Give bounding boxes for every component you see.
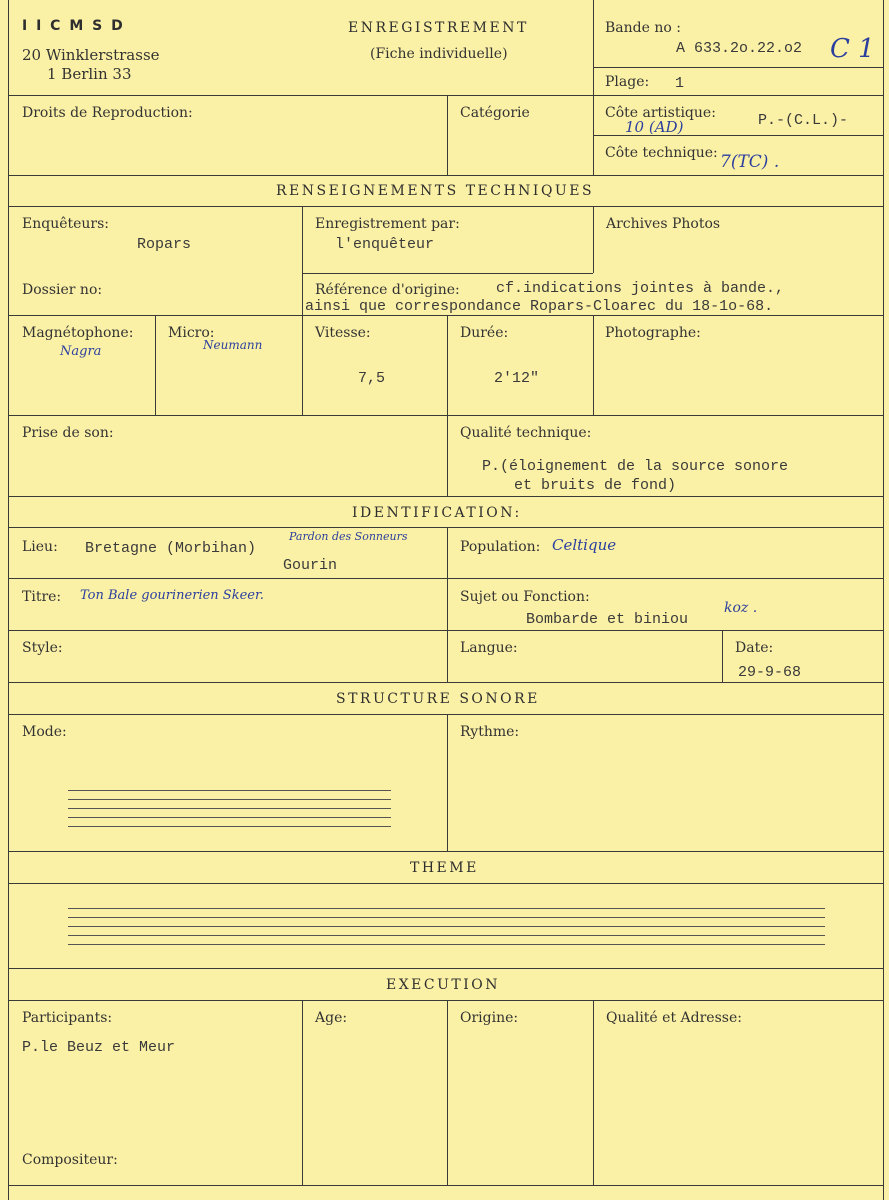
titre-handwritten: Ton Bale gourinerien Skeer. bbox=[80, 588, 264, 603]
sujet-label: Sujet ou Fonction: bbox=[460, 589, 590, 605]
duree-label: Durée: bbox=[460, 325, 509, 341]
address-street: 20 Winklerstrasse bbox=[22, 46, 160, 64]
reference-label: Référence d'origine: bbox=[315, 282, 460, 298]
cote-technique-handwritten: 7(TC) . bbox=[720, 152, 780, 172]
prise-de-son-label: Prise de son: bbox=[22, 425, 114, 441]
enqueteurs-label: Enquêteurs: bbox=[22, 216, 110, 232]
participants-label: Participants: bbox=[22, 1010, 113, 1026]
section-identification: IDENTIFICATION: bbox=[352, 505, 522, 521]
cote-artistique-value: P.-(C.L.)- bbox=[758, 112, 849, 129]
langue-label: Langue: bbox=[460, 640, 518, 656]
dossier-label: Dossier no: bbox=[22, 282, 103, 298]
mode-label: Mode: bbox=[22, 724, 67, 740]
micro-label: Micro: bbox=[168, 325, 215, 341]
lieu-value-2: Gourin bbox=[283, 557, 338, 574]
population-label: Population: bbox=[460, 539, 541, 555]
enregistrement-value: l'enquêteur bbox=[335, 236, 435, 253]
form-subtitle: (Fiche individuelle) bbox=[370, 46, 508, 62]
section-structure-sonore: STRUCTURE SONORE bbox=[336, 691, 540, 707]
cote-artistique-handwritten: 10 (AD) bbox=[625, 118, 684, 136]
photographe-label: Photographe: bbox=[605, 325, 701, 341]
rythme-label: Rythme: bbox=[460, 724, 520, 740]
date-label: Date: bbox=[735, 640, 774, 656]
plage-label: Plage: bbox=[605, 74, 650, 90]
duree-value: 2'12" bbox=[494, 370, 540, 387]
enregistrement-label: Enregistrement par: bbox=[315, 216, 460, 232]
section-execution: EXECUTION bbox=[386, 977, 501, 993]
address-city: 1 Berlin 33 bbox=[47, 65, 132, 83]
titre-label: Titre: bbox=[22, 589, 62, 605]
archives-photos-label: Archives Photos bbox=[606, 216, 721, 232]
lieu-value: Bretagne (Morbihan) bbox=[85, 540, 257, 557]
categorie-label: Catégorie bbox=[460, 105, 530, 121]
reference-line-2: ainsi que correspondance Ropars-Cloarec du 18-1o-68. bbox=[305, 298, 774, 315]
cote-artistique-label: Côte artistique: bbox=[605, 105, 716, 121]
magnetophone-label: Magnétophone: bbox=[22, 325, 134, 341]
enqueteurs-value: Ropars bbox=[137, 236, 192, 253]
sujet-handwritten: koz . bbox=[724, 600, 758, 616]
form-title: ENREGISTREMENT bbox=[348, 20, 529, 36]
vitesse-value: 7,5 bbox=[358, 370, 386, 387]
participants-value: P.le Beuz et Meur bbox=[22, 1039, 176, 1056]
reference-line-1: cf.indications jointes à bande., bbox=[496, 280, 785, 297]
age-label: Age: bbox=[315, 1010, 348, 1026]
vitesse-label: Vitesse: bbox=[315, 325, 371, 341]
plage-value: 1 bbox=[675, 75, 685, 92]
org-name: I I C M S D bbox=[22, 18, 125, 34]
magnetophone-handwritten: Nagra bbox=[60, 344, 102, 359]
qualite-adresse-label: Qualité et Adresse: bbox=[606, 1010, 742, 1026]
lieu-label: Lieu: bbox=[22, 539, 58, 555]
section-renseignements: RENSEIGNEMENTS TECHNIQUES bbox=[276, 183, 595, 199]
micro-handwritten: Neumann bbox=[203, 338, 263, 352]
section-theme: THEME bbox=[410, 860, 479, 876]
style-label: Style: bbox=[22, 640, 63, 656]
date-value: 29-9-68 bbox=[738, 664, 802, 681]
bande-handwritten: C 1 bbox=[830, 34, 875, 64]
compositeur-label: Compositeur: bbox=[22, 1152, 118, 1168]
population-handwritten: Celtique bbox=[552, 536, 617, 554]
sujet-value: Bombarde et biniou bbox=[526, 611, 689, 628]
cote-technique-label: Côte technique: bbox=[605, 145, 718, 161]
bande-value: A 633.2o.22.o2 bbox=[676, 40, 803, 57]
bande-label: Bande no : bbox=[605, 20, 681, 36]
qualite-technique-label: Qualité technique: bbox=[460, 425, 592, 441]
qualite-line-1: P.(éloignement de la source sonore bbox=[482, 458, 789, 475]
droits-label: Droits de Reproduction: bbox=[22, 105, 193, 121]
lieu-handwritten: Pardon des Sonneurs bbox=[289, 530, 408, 543]
qualite-line-2: et bruits de fond) bbox=[514, 477, 677, 494]
origine-label: Origine: bbox=[460, 1010, 519, 1026]
